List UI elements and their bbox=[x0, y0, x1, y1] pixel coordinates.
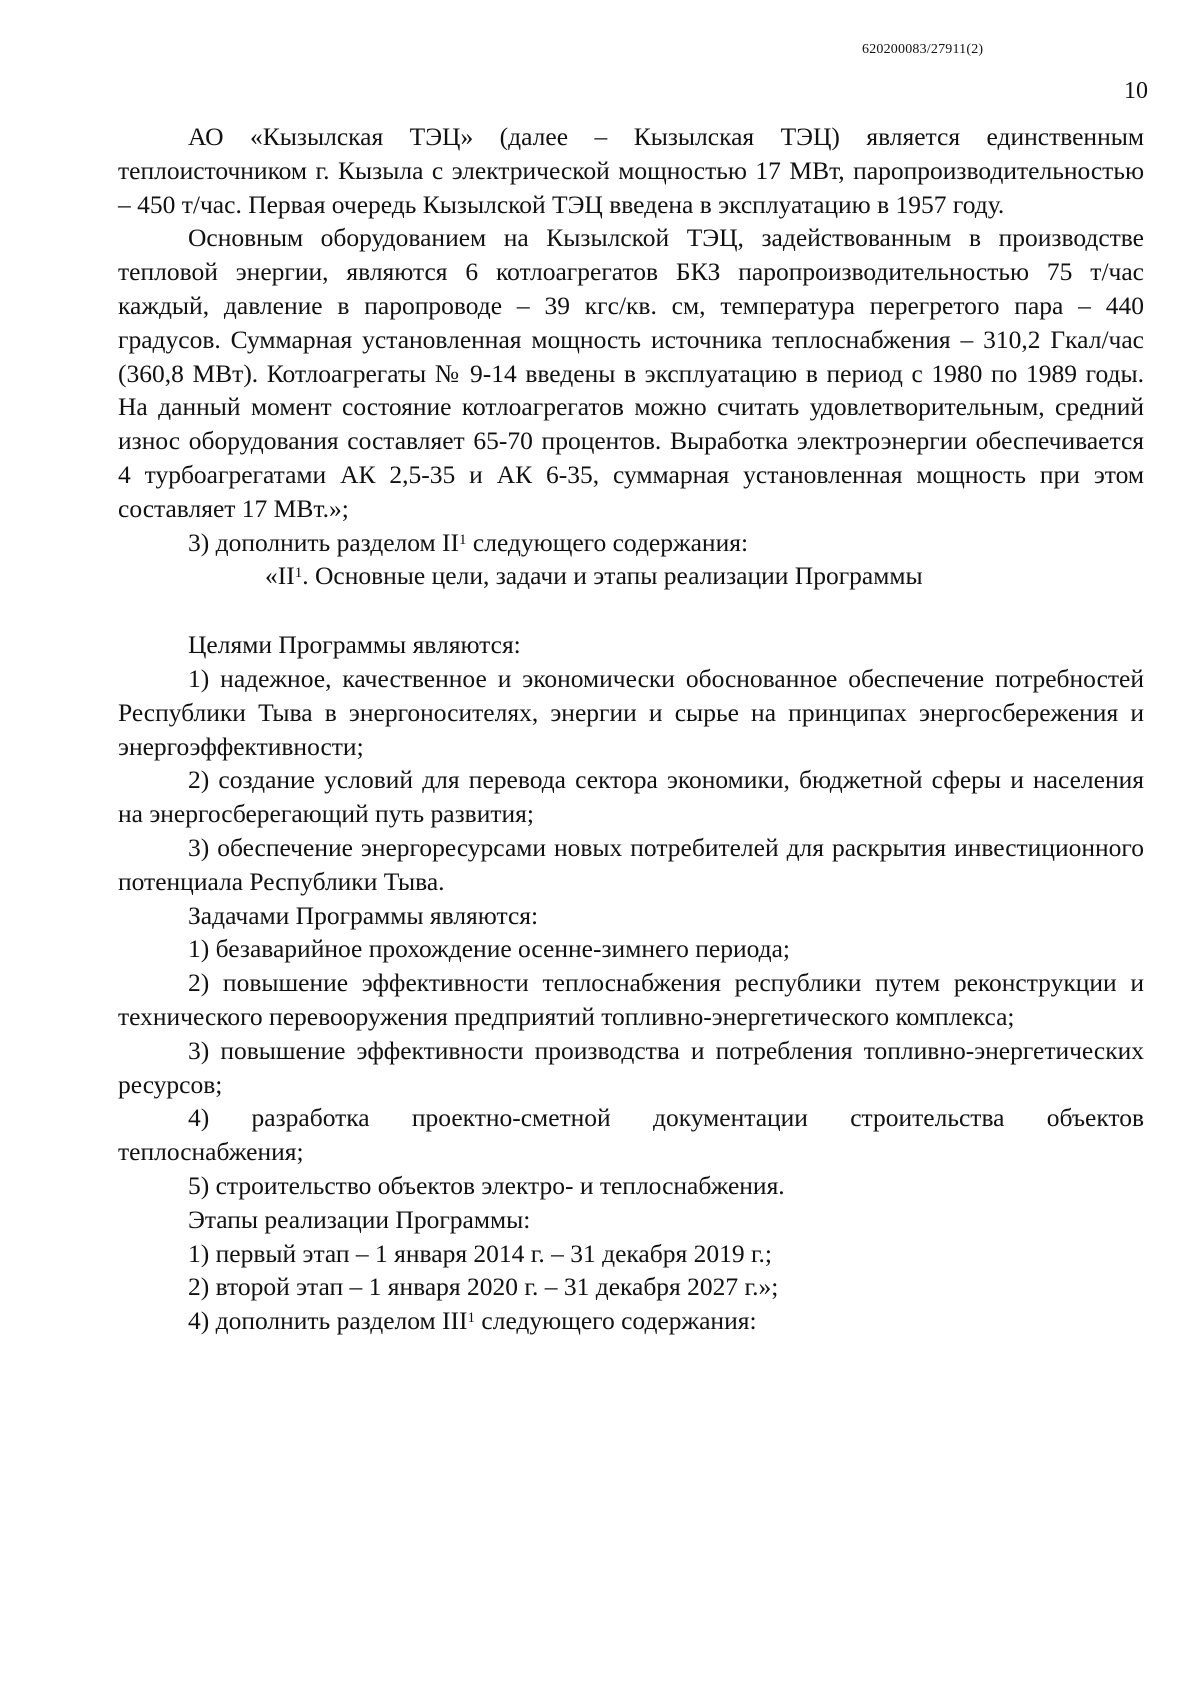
amendment-text: 3) дополнить разделом II bbox=[188, 527, 460, 557]
goal-item-3: 3) обеспечение энергоресурсами новых потребителей для раскрытия инвестиционного потенциала Республики Тыва. bbox=[118, 832, 1144, 896]
superscript: 1 bbox=[459, 531, 467, 548]
task-item-5: 5) строительство объектов электро- и теплоснабжения. bbox=[188, 1170, 785, 1200]
stage-item-1: 1) первый этап – 1 января 2014 г. – 31 декабря 2019 г.; bbox=[188, 1238, 772, 1268]
stage-item-2: 2) второй этап – 1 января 2020 г. – 31 декабря 2027 г.»; bbox=[188, 1272, 779, 1302]
amendment-text-end: следующего содержания: bbox=[466, 527, 749, 557]
superscript: 1 bbox=[294, 565, 303, 582]
paragraph-kyzyl-tec-intro: АО «Кызылская ТЭЦ» (далее – Кызылская ТЭЦ) является единственным теплоисточником г. Кызыла с электрической мощностью 17 МВт, паропроизводительностью – 450 т/час. Первая очередь Кызылской ТЭЦ введена в эксплуатацию в 1957 году. bbox=[118, 122, 1144, 219]
goal-item-1: 1) надежное, качественное и экономически обоснованное обеспечение потребностей Республики Тыва в энергоносителях, энергии и сырье на принципах энергосбережения и энергоэффективности; bbox=[118, 663, 1144, 761]
paragraph-equipment: Основным оборудованием на Кызылской ТЭЦ, задействованным в производстве тепловой энергии, являются 6 котлоагрегатов БКЗ паропроизводительностью 75 т/час каждый, давление в паропроводе – 39 кгс/кв. см, температура перегретого пара – 440 градусов. Суммарная установленная мощность источника теплоснабжения – 310,2 Гкал/час (360,8 МВт). Котлоагрегаты № 9-14 введены в эксплуатацию в период с 1980 по 1989 годы. На данный момент состояние котлоагрегатов можно считать удовлетворительным, средний износ оборудования составляет 65-70 процентов. Выработка электроэнергии обеспечивается 4 турбоагрегатами АК 2,5-35 и АК 6-35, суммарная установленная мощность при этом составляет 17 МВт.»; bbox=[118, 223, 1144, 523]
paragraph-amendment-section-3 bbox=[118, 1304, 1144, 1338]
task-item-1: 1) безаварийное прохождение осенне-зимнего периода; bbox=[188, 934, 791, 964]
goals-intro: Целями Программы являются: bbox=[188, 630, 521, 660]
tasks-intro: Задачами Программы являются: bbox=[188, 900, 539, 930]
task-item-4: 4) разработка проектно-сметной документации строительства объектов теплоснабжения; bbox=[118, 1103, 1144, 1167]
document-body bbox=[118, 120, 1144, 1338]
goal-item-2: 2) создание условий для перевода сектора экономики, бюджетной сферы и населения на энергосберегающий путь развития; bbox=[118, 765, 1144, 829]
document-id: 620200083/27911(2) bbox=[862, 42, 984, 57]
superscript: 1 bbox=[467, 1310, 476, 1327]
blank-line bbox=[118, 593, 1144, 628]
task-item-2: 2) повышение эффективности теплоснабжения республики путем реконструкции и технического перевооружения предприятий топливно-энергетического комплекса; bbox=[118, 968, 1144, 1031]
heading-text: «II bbox=[265, 561, 295, 591]
paragraph-amendment-section-2 bbox=[118, 526, 1144, 560]
page-number: 10 bbox=[1124, 78, 1148, 104]
amendment-text: 4) дополнить разделом III bbox=[188, 1306, 468, 1336]
section-heading bbox=[118, 559, 1144, 593]
task-item-3: 3) повышение эффективности производства и потребления топливно-энергетических ресурсов; bbox=[118, 1035, 1144, 1099]
stages-intro: Этапы реализации Программы: bbox=[188, 1204, 531, 1234]
heading-text-end: . Основные цели, задачи и этапы реализации Программы bbox=[302, 561, 923, 591]
amendment-text-end: следующего содержания: bbox=[475, 1306, 757, 1336]
